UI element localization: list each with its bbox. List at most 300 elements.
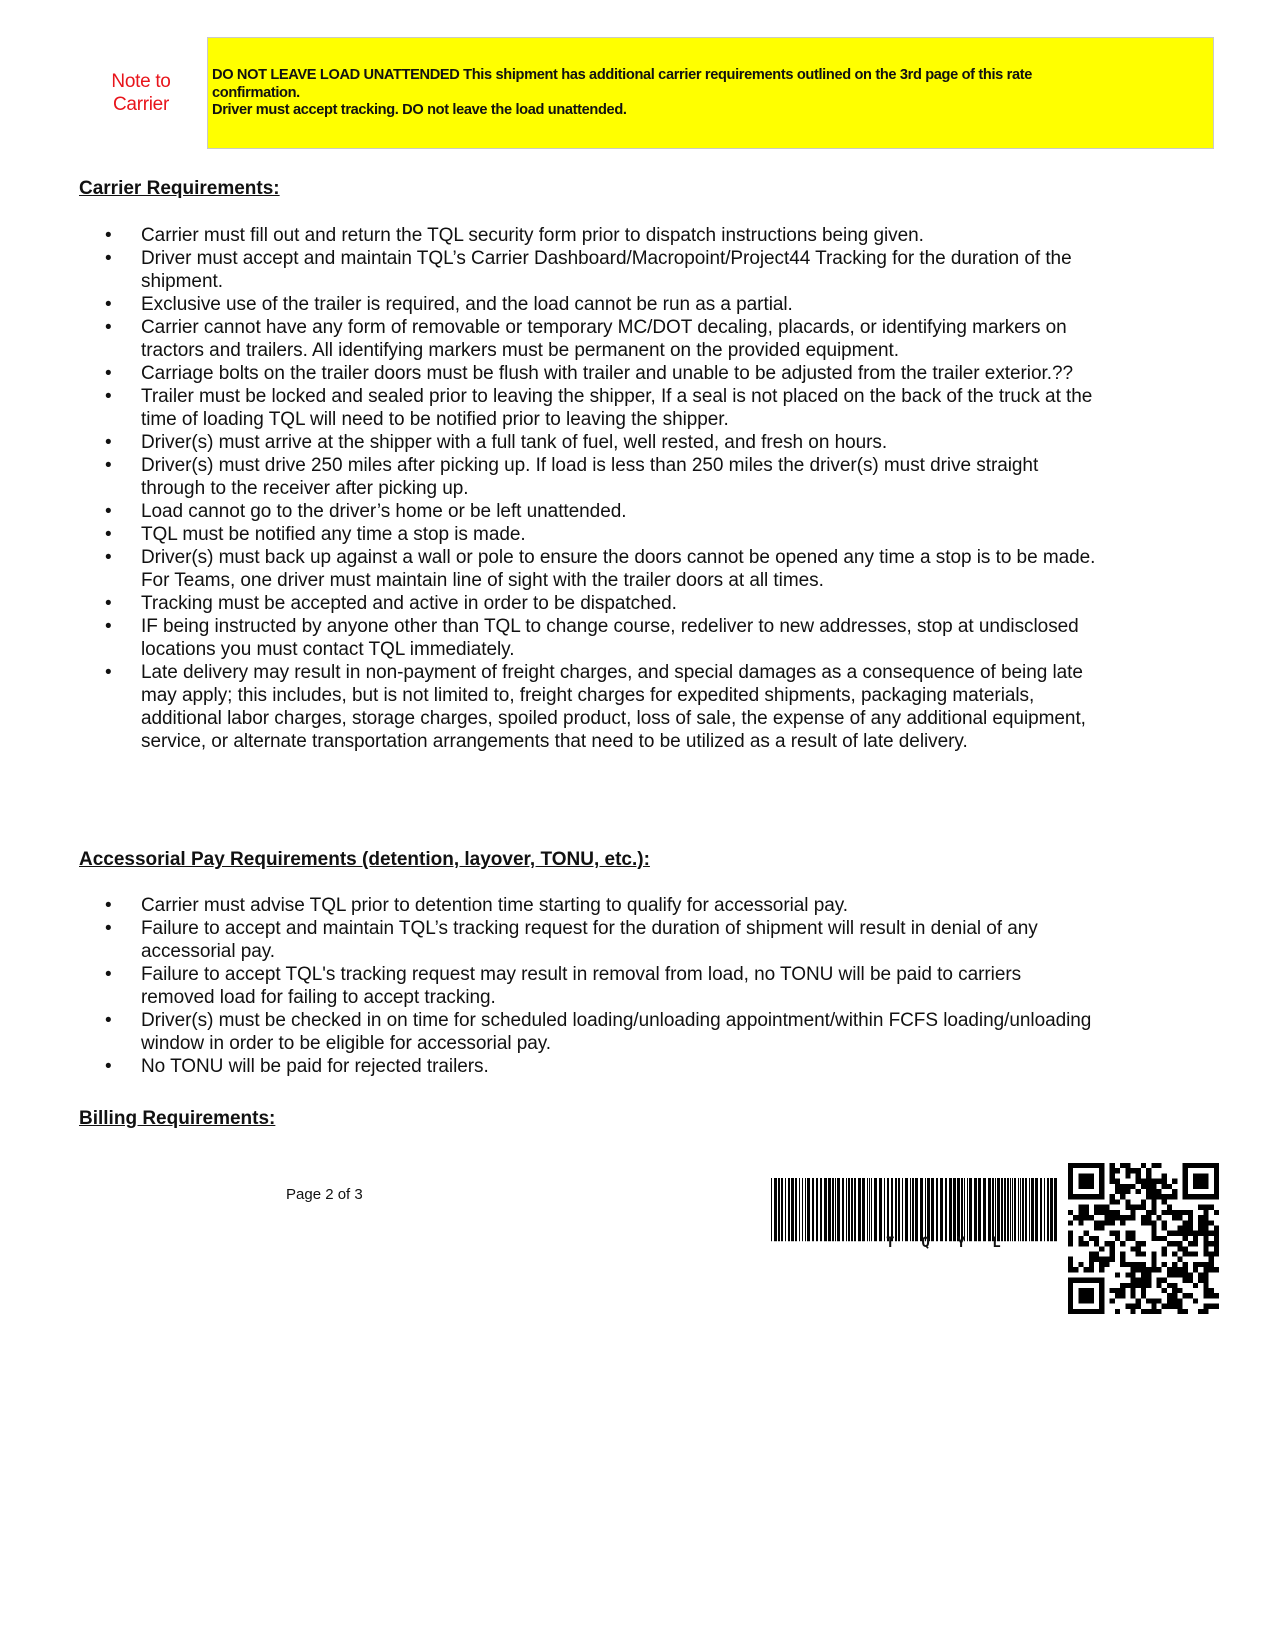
barcode-bar (1012, 1178, 1013, 1241)
qr-module (1146, 1220, 1151, 1225)
qr-module (1203, 1173, 1208, 1178)
barcode-bar (940, 1178, 943, 1241)
qr-module (1203, 1163, 1208, 1168)
qr-module (1125, 1205, 1130, 1210)
qr-module (1068, 1304, 1073, 1309)
barcode-bar (953, 1178, 956, 1241)
qr-module (1089, 1309, 1094, 1314)
qr-module (1146, 1173, 1151, 1178)
qr-module (1120, 1293, 1125, 1298)
qr-module (1125, 1199, 1130, 1204)
qr-module (1183, 1184, 1188, 1189)
billing-requirements-section (79, 1108, 1099, 1130)
qr-module (1115, 1309, 1120, 1314)
qr-module (1183, 1309, 1188, 1314)
barcode-bar (848, 1178, 850, 1241)
qr-module (1099, 1179, 1104, 1184)
list-item: • Carriage bolts on the trailer doors must be flush with trailer and unable to be adjusted from the trailer exterior.?? (79, 362, 1099, 385)
qr-module (1099, 1225, 1104, 1230)
qr-module (1198, 1262, 1203, 1267)
qr-module (1125, 1184, 1130, 1189)
barcode-bar (1010, 1178, 1011, 1241)
accessorial-requirements-section (79, 849, 1099, 1078)
billing-requirements-heading: Billing Requirements: (79, 1108, 276, 1129)
qr-module (1151, 1262, 1156, 1267)
qr-module (1209, 1288, 1214, 1293)
qr-module (1177, 1257, 1182, 1262)
qr-module (1136, 1283, 1141, 1288)
qr-module (1094, 1220, 1099, 1225)
qr-module (1068, 1298, 1073, 1303)
qr-module (1115, 1215, 1120, 1220)
barcode-bar (1050, 1178, 1053, 1241)
qr-module (1146, 1189, 1151, 1194)
page-number: Page 2 of 3 (286, 1186, 363, 1203)
qr-module (1089, 1184, 1094, 1189)
qr-module (1198, 1163, 1203, 1168)
list-item: • IF being instructed by anyone other than TQL to change course, redeliver to new addresses, stop at undisclosed locations you must contact TQL immediately. (79, 615, 1099, 661)
accessorial-requirements-heading: Accessorial Pay Requirements (detention, layover, TONU, etc.): (79, 849, 650, 870)
qr-module (1172, 1293, 1177, 1298)
note-label-line2: Carrier (113, 94, 169, 115)
qr-module (1203, 1184, 1208, 1189)
qr-module (1151, 1225, 1156, 1230)
note-line3: Driver must accept tracking. DO not leave the load unattended. (212, 102, 627, 118)
list-item: • Driver(s) must arrive at the shipper with a full tank of fuel, well rested, and fresh on hours. (79, 431, 1099, 454)
barcode-bar (891, 1178, 893, 1241)
qr-module (1151, 1205, 1156, 1210)
qr-module (1130, 1293, 1135, 1298)
qr-module (1183, 1262, 1188, 1267)
note-label-line1: Note to (111, 71, 171, 92)
qr-module (1141, 1288, 1146, 1293)
qr-module (1068, 1184, 1073, 1189)
qr-module (1146, 1215, 1151, 1220)
qr-module (1099, 1184, 1104, 1189)
qr-module (1151, 1236, 1156, 1241)
qr-module (1078, 1184, 1083, 1189)
qr-module (1068, 1194, 1073, 1199)
barcode-bar (858, 1178, 861, 1241)
qr-module (1193, 1179, 1198, 1184)
qr-module (1136, 1246, 1141, 1251)
qr-module (1193, 1163, 1198, 1168)
barcode-bar (1014, 1178, 1016, 1241)
qr-module (1203, 1205, 1208, 1210)
qr-module (1078, 1173, 1083, 1178)
qr-module (1157, 1163, 1162, 1168)
qr-module (1089, 1163, 1094, 1168)
qr-module (1151, 1304, 1156, 1309)
qr-module (1078, 1215, 1083, 1220)
qr-module (1141, 1241, 1146, 1246)
qr-module (1157, 1179, 1162, 1184)
barcode-bar (820, 1178, 822, 1241)
qr-module (1214, 1225, 1219, 1230)
qr-module (1130, 1304, 1135, 1309)
qr-module (1214, 1189, 1219, 1194)
qr-module (1089, 1194, 1094, 1199)
qr-module (1104, 1241, 1109, 1246)
qr-module (1104, 1262, 1109, 1267)
qr-module (1162, 1262, 1167, 1267)
qr-module (1183, 1168, 1188, 1173)
qr-module (1151, 1163, 1156, 1168)
qr-module (1094, 1309, 1099, 1314)
qr-module (1188, 1252, 1193, 1257)
note-to-carrier-box (207, 37, 1214, 149)
barcode-bar (835, 1178, 836, 1241)
qr-module (1089, 1215, 1094, 1220)
qr-module (1078, 1210, 1083, 1215)
qr-module (1110, 1220, 1115, 1225)
qr-module (1120, 1163, 1125, 1168)
qr-module (1084, 1163, 1089, 1168)
barcode-bar (795, 1178, 797, 1241)
qr-module (1073, 1309, 1078, 1314)
qr-module (1203, 1241, 1208, 1246)
qr-module (1120, 1189, 1125, 1194)
qr-module (1157, 1194, 1162, 1199)
qr-module (1151, 1189, 1156, 1194)
qr-module (1172, 1189, 1177, 1194)
qr-module (1146, 1298, 1151, 1303)
qr-module (1183, 1267, 1188, 1272)
qr-module (1151, 1220, 1156, 1225)
qr-module (1099, 1309, 1104, 1314)
qr-module (1094, 1194, 1099, 1199)
qr-module (1177, 1246, 1182, 1251)
qr-module (1209, 1241, 1214, 1246)
qr-module (1084, 1278, 1089, 1283)
barcode-bar (785, 1178, 786, 1241)
barcode-bar (961, 1178, 963, 1241)
qr-module (1125, 1163, 1130, 1168)
qr-module (1214, 1241, 1219, 1246)
qr-module (1125, 1272, 1130, 1277)
barcode-bar (925, 1178, 926, 1241)
qr-module (1188, 1293, 1193, 1298)
barcode-caption: TQYL (886, 1235, 1028, 1251)
qr-module (1120, 1220, 1125, 1225)
list-item: • Carrier must fill out and return the TQL security form prior to dispatch instructions being given. (79, 224, 1099, 247)
barcode-bar (1004, 1178, 1006, 1241)
qr-module (1099, 1163, 1104, 1168)
qr-module (1193, 1236, 1198, 1241)
qr-module (1110, 1179, 1115, 1184)
list-item: • Failure to accept and maintain TQL’s tracking request for the duration of shipment will result in denial of any accessorial pay. (79, 917, 1099, 963)
list-item: • Carrier must advise TQL prior to detention time starting to qualify for accessorial pay. (79, 894, 1099, 917)
qr-module (1104, 1257, 1109, 1262)
qr-module (1099, 1298, 1104, 1303)
qr-module (1193, 1231, 1198, 1236)
qr-module (1167, 1272, 1172, 1277)
qr-module (1198, 1184, 1203, 1189)
barcode-bar (912, 1178, 914, 1241)
qr-module (1167, 1210, 1172, 1215)
qr-module (1084, 1309, 1089, 1314)
qr-module (1167, 1231, 1172, 1236)
qr-module (1209, 1194, 1214, 1199)
list-item: • Trailer must be locked and sealed prior to leaving the shipper, If a seal is not placed on the back of the truck at the time of loading TQL will need to be notified prior to leaving the shipper. (79, 385, 1099, 431)
barcode-bar (983, 1178, 986, 1241)
qr-module (1198, 1272, 1203, 1277)
qr-module (1110, 1231, 1115, 1236)
qr-module (1188, 1278, 1193, 1283)
qr-module (1136, 1168, 1141, 1173)
barcode-bar (862, 1178, 865, 1241)
qr-module (1167, 1241, 1172, 1246)
qr-module (1068, 1236, 1073, 1241)
qr-module (1078, 1194, 1083, 1199)
qr-module (1073, 1267, 1078, 1272)
qr-module (1130, 1210, 1135, 1215)
barcode-bar (920, 1178, 923, 1241)
qr-module (1203, 1194, 1208, 1199)
qr-module (1157, 1189, 1162, 1194)
qr-module (1073, 1163, 1078, 1168)
qr-module (1146, 1184, 1151, 1189)
qr-module (1078, 1298, 1083, 1303)
qr-module (1084, 1215, 1089, 1220)
qr-module (1172, 1241, 1177, 1246)
qr-module (1115, 1231, 1120, 1236)
qr-module (1089, 1257, 1094, 1262)
qr-module (1110, 1298, 1115, 1303)
qr-module (1104, 1210, 1109, 1215)
qr-module (1068, 1179, 1073, 1184)
qr-module (1068, 1267, 1073, 1272)
qr-module (1141, 1272, 1146, 1277)
barcode-bar (995, 1178, 996, 1241)
barcode-bar (781, 1178, 783, 1241)
qr-module (1203, 1210, 1208, 1215)
barcode-bar (898, 1178, 900, 1241)
qr-module (1136, 1267, 1141, 1272)
qr-module (1183, 1225, 1188, 1230)
qr-module (1130, 1309, 1135, 1314)
qr-module (1115, 1199, 1120, 1204)
qr-module (1188, 1194, 1193, 1199)
qr-module (1177, 1267, 1182, 1272)
qr-module (1209, 1293, 1214, 1298)
qr-module (1084, 1288, 1089, 1293)
qr-module (1125, 1215, 1130, 1220)
qr-module (1120, 1252, 1125, 1257)
qr-module (1141, 1283, 1146, 1288)
barcode-bar (910, 1178, 911, 1241)
qr-module (1214, 1210, 1219, 1215)
qr-module (1151, 1252, 1156, 1257)
list-item: • Tracking must be accepted and active in order to be dispatched. (79, 592, 1099, 615)
qr-module (1162, 1220, 1167, 1225)
qr-module (1172, 1252, 1177, 1257)
qr-module (1136, 1205, 1141, 1210)
qr-module (1099, 1168, 1104, 1173)
qr-module (1078, 1309, 1083, 1314)
qr-module (1068, 1278, 1073, 1283)
qr-module (1172, 1298, 1177, 1303)
qr-module (1084, 1210, 1089, 1215)
qr-module (1209, 1267, 1214, 1272)
qr-module (1115, 1236, 1120, 1241)
qr-module (1209, 1220, 1214, 1225)
qr-module (1078, 1293, 1083, 1298)
qr-module (1146, 1210, 1151, 1215)
qr-module (1162, 1210, 1167, 1215)
qr-module (1198, 1173, 1203, 1178)
barcode-bar (879, 1178, 882, 1241)
qr-module (1188, 1225, 1193, 1230)
qr-module (1130, 1288, 1135, 1293)
barcode-bar (802, 1178, 803, 1241)
qr-module (1214, 1179, 1219, 1184)
barcode-bar (1040, 1178, 1042, 1241)
qr-module (1068, 1173, 1073, 1178)
qr-module (1099, 1262, 1104, 1267)
qr-module (1162, 1236, 1167, 1241)
qr-module (1172, 1283, 1177, 1288)
qr-module (1183, 1179, 1188, 1184)
qr-module (1078, 1179, 1083, 1184)
qr-module (1078, 1278, 1083, 1283)
qr-module (1125, 1173, 1130, 1178)
qr-module (1172, 1262, 1177, 1267)
qr-module (1151, 1210, 1156, 1215)
barcode-bar (1020, 1178, 1021, 1241)
list-item: • Driver(s) must back up against a wall or pole to ensure the doors cannot be opened any time a stop is to be made. For Teams, one driver must maintain line of sight with the trailer doors at all times. (79, 546, 1099, 592)
qr-module (1130, 1205, 1135, 1210)
qr-module (1141, 1262, 1146, 1267)
barcode-bar (978, 1178, 981, 1241)
carrier-requirements-heading: Carrier Requirements: (79, 178, 280, 199)
list-item: • Load cannot go to the driver’s home or be left unattended. (79, 500, 1099, 523)
qr-module (1115, 1189, 1120, 1194)
qr-module (1110, 1168, 1115, 1173)
note-line1: DO NOT LEAVE LOAD UNATTENDED This shipment has additional carrier requirements outlined on the 3rd page of this rate (212, 67, 1032, 83)
qr-module (1089, 1298, 1094, 1303)
qr-module (1188, 1215, 1193, 1220)
qr-module (1115, 1210, 1120, 1215)
barcode-bar (1031, 1178, 1034, 1241)
qr-module (1125, 1262, 1130, 1267)
barcode-bar (936, 1178, 938, 1241)
qr-module (1162, 1304, 1167, 1309)
qr-module (1120, 1262, 1125, 1267)
qr-module (1167, 1298, 1172, 1303)
qr-module (1078, 1220, 1083, 1225)
qr-module (1209, 1252, 1214, 1257)
qr-module (1099, 1257, 1104, 1262)
qr-module (1084, 1179, 1089, 1184)
qr-module (1110, 1163, 1115, 1168)
barcode-bar (887, 1178, 889, 1241)
qr-module (1104, 1205, 1109, 1210)
barcode-bar (851, 1178, 853, 1241)
qr-module (1099, 1173, 1104, 1178)
qr-module (1177, 1231, 1182, 1236)
qr-module (1099, 1288, 1104, 1293)
qr-module (1198, 1179, 1203, 1184)
qr-module (1089, 1288, 1094, 1293)
qr-module (1120, 1288, 1125, 1293)
qr-module (1110, 1215, 1115, 1220)
qr-module (1110, 1210, 1115, 1215)
qr-module (1162, 1288, 1167, 1293)
note-line2: confirmation. (212, 84, 300, 101)
qr-module (1167, 1304, 1172, 1309)
qr-module (1110, 1194, 1115, 1199)
qr-module (1084, 1298, 1089, 1303)
barcode-bar (846, 1178, 847, 1241)
qr-module (1167, 1184, 1172, 1189)
qr-module (1125, 1168, 1130, 1173)
qr-module (1157, 1298, 1162, 1303)
qr-module (1214, 1293, 1219, 1298)
qr-module (1068, 1309, 1073, 1314)
qr-module (1203, 1220, 1208, 1225)
qr-module (1136, 1304, 1141, 1309)
barcode-bar (828, 1178, 831, 1241)
qr-module (1084, 1241, 1089, 1246)
qr-module (1167, 1267, 1172, 1272)
qr-module (1068, 1220, 1073, 1225)
qr-module (1084, 1194, 1089, 1199)
qr-module (1099, 1293, 1104, 1298)
qr-module (1120, 1241, 1125, 1246)
qr-code-image (1068, 1163, 1219, 1314)
qr-module (1177, 1298, 1182, 1303)
qr-module (1146, 1267, 1151, 1272)
qr-module (1151, 1309, 1156, 1314)
barcode-bar (1054, 1178, 1057, 1241)
qr-module (1172, 1179, 1177, 1184)
qr-module (1172, 1272, 1177, 1277)
qr-module (1141, 1215, 1146, 1220)
barcode-bar (874, 1178, 877, 1241)
qr-module (1136, 1179, 1141, 1184)
qr-module (1110, 1246, 1115, 1251)
barcode-bar (791, 1178, 794, 1241)
qr-module (1089, 1236, 1094, 1241)
qr-module (1141, 1293, 1146, 1298)
barcode-bar (812, 1178, 814, 1241)
qr-module (1115, 1179, 1120, 1184)
qr-module (1203, 1278, 1208, 1283)
qr-module (1130, 1215, 1135, 1220)
qr-module (1084, 1173, 1089, 1178)
qr-module (1084, 1184, 1089, 1189)
qr-module (1172, 1215, 1177, 1220)
barcode-bar (945, 1178, 947, 1241)
qr-module (1110, 1257, 1115, 1262)
qr-module (1162, 1252, 1167, 1257)
qr-module (1094, 1225, 1099, 1230)
qr-module (1073, 1278, 1078, 1283)
qr-module (1141, 1205, 1146, 1210)
barcode-bar (964, 1178, 965, 1241)
qr-module (1125, 1189, 1130, 1194)
qr-module (1193, 1283, 1198, 1288)
qr-module (1089, 1267, 1094, 1272)
qr-module (1141, 1267, 1146, 1272)
qr-module (1177, 1241, 1182, 1246)
qr-module (1203, 1231, 1208, 1236)
barcode-bar (957, 1178, 960, 1241)
qr-module (1177, 1215, 1182, 1220)
barcode-bar (997, 1178, 1000, 1241)
qr-module (1193, 1262, 1198, 1267)
